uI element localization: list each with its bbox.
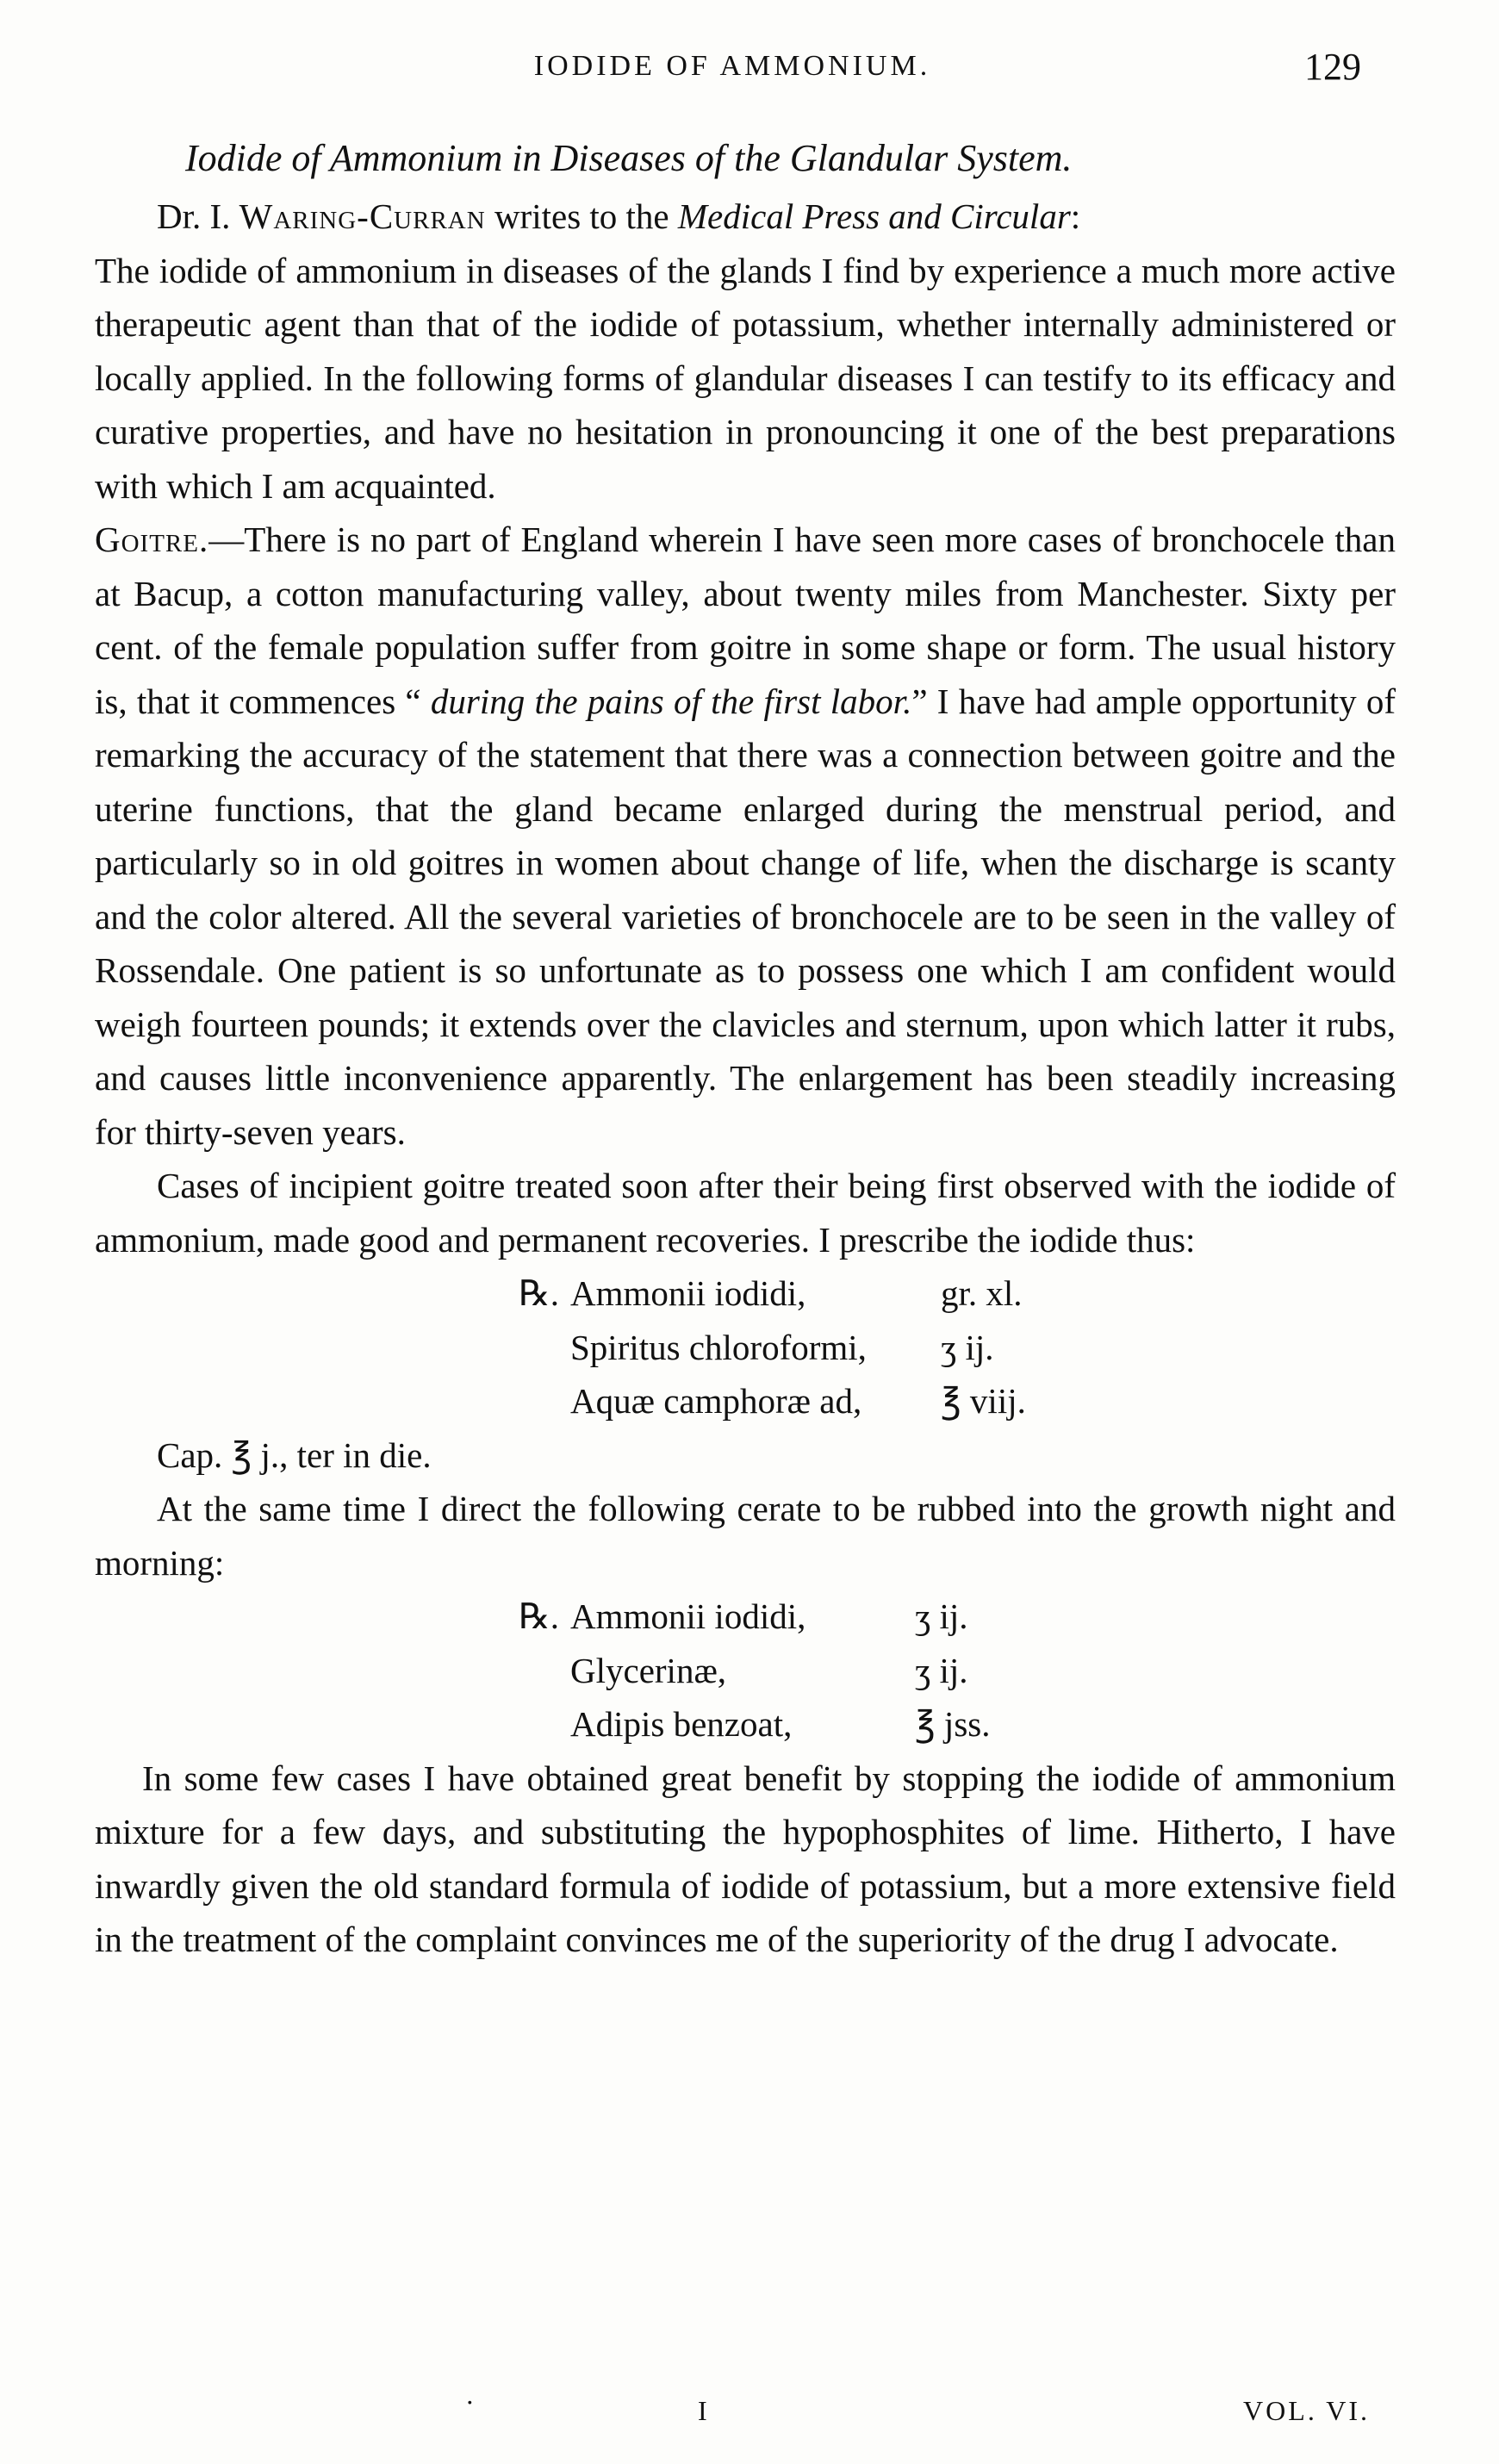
dosage-instruction: Cap. ℥ j., ter in die. xyxy=(157,1434,432,1475)
recipe-symbol: ℞. xyxy=(519,1273,560,1313)
article-body xyxy=(95,190,1396,1967)
prescription-2 xyxy=(519,1590,1396,1752)
page-footer xyxy=(95,2386,1370,2438)
paragraph-1: The iodide of ammonium in diseases of the glands I find by experience a much more active therapeutic agent than that of the iodide of potassium, whether internally administered or locally applied. In the following forms of glandular diseases I can testify to its efficacy and curative properties, and have no hesitation in pronouncing it one of the best preparations with which I am acquainted. xyxy=(95,250,1396,506)
quantity: gr. xl. xyxy=(941,1273,1023,1313)
intro-prefix: Dr. I. xyxy=(157,196,239,236)
intro-suffix: : xyxy=(1070,196,1081,236)
quantity: ʒ ij. xyxy=(915,1596,968,1636)
recipe-symbol xyxy=(519,1321,570,1375)
ingredient: Adipis benzoat, xyxy=(570,1704,793,1744)
prescription-line xyxy=(519,1644,1396,1698)
prescription-line xyxy=(519,1266,1396,1321)
signature-mark: I xyxy=(698,2395,707,2426)
recipe-symbol: ℞. xyxy=(519,1596,560,1636)
prescription-1 xyxy=(519,1266,1396,1428)
ingredient: Aquæ camphoræ ad, xyxy=(570,1381,862,1421)
journal-name: Medical Press and Circular xyxy=(677,196,1071,236)
prescription-line xyxy=(519,1697,1396,1752)
ingredient: Spiritus chloroformi, xyxy=(570,1327,867,1367)
prescription-line xyxy=(519,1321,1396,1375)
footer-mark: · xyxy=(465,2386,475,2417)
running-head xyxy=(103,46,1361,102)
page-number: 129 xyxy=(1304,46,1361,88)
prescription-line xyxy=(519,1374,1396,1428)
prescription-line xyxy=(519,1590,1396,1644)
author-name: Waring-Curran xyxy=(239,196,486,236)
ingredient: Ammonii iodidi, xyxy=(570,1596,806,1636)
recipe-symbol xyxy=(519,1697,570,1752)
quantity: ℥ jss. xyxy=(915,1704,991,1744)
recipe-symbol xyxy=(519,1644,570,1698)
paragraph-5: In some few cases I have obtained great benefit by stopping the iodide of ammonium mixture for a few days, and substituting the hypophosphites of lime. Hitherto, I have inwardly given the old standard formula of iodide of potassium, but a more extensive field in the treatment of the complaint convinces me of the superiority of the drug I advocate. xyxy=(95,1758,1396,1959)
ingredient: Glycerinæ, xyxy=(570,1650,727,1690)
paragraph-2-part-a: —There is no part of England wherein I have seen more cases of bronchocele than at Bacup, a cotton manufacturing valley, about twenty miles from Manchester. Sixty per cent. of the female population suffer from goitre in some shape or form. The usual history is, that it commences “ xyxy=(95,520,1396,721)
intro-middle: writes to the xyxy=(485,196,678,236)
quantity: ʒ ij. xyxy=(915,1650,968,1690)
quantity: ℥ viij. xyxy=(941,1381,1026,1421)
intro-line xyxy=(95,190,1396,244)
paragraph-2-part-b: ” I have had ample opportunity of remarking the accuracy of the statement that there was a connection between goitre and the uterine functions, that the gland became enlarged during the menstrual period, and particularly so in old goitres in women about change of life, when the discharge is scanty and the color altered. All the several varieties of bronchocele are to be seen in the valley of Rossendale. One patient is so unfortunate as to possess one which I am confident would weigh fourteen pounds; it extends over the clavicles and sternum, upon which latter it rubs, and causes little inconvenience apparently. The enlargement has been steadily increasing for thirty-seven years. xyxy=(95,681,1396,1152)
quantity: ʒ ij. xyxy=(941,1327,994,1367)
paragraph-2 xyxy=(95,513,1396,1159)
running-head-title: IODIDE OF AMMONIUM. xyxy=(533,50,931,82)
ingredient: Ammonii iodidi, xyxy=(570,1273,806,1313)
paragraph-4: At the same time I direct the following cerate to be rubbed into the growth night and morning: xyxy=(95,1489,1396,1583)
paragraph-3: Cases of incipient goitre treated soon after their being first observed with the iodide of ammonium, made good and permanent recoveries. I prescribe the iodide thus: xyxy=(95,1166,1396,1260)
article-title: Iodide of Ammonium in Diseases of the Glandular System. xyxy=(185,137,1073,179)
paragraph-2-quote: during the pains of the first labor. xyxy=(430,681,912,721)
goitre-heading: Goitre. xyxy=(95,520,209,559)
recipe-symbol xyxy=(519,1374,570,1428)
volume-label: VOL. VI. xyxy=(1243,2395,1370,2426)
